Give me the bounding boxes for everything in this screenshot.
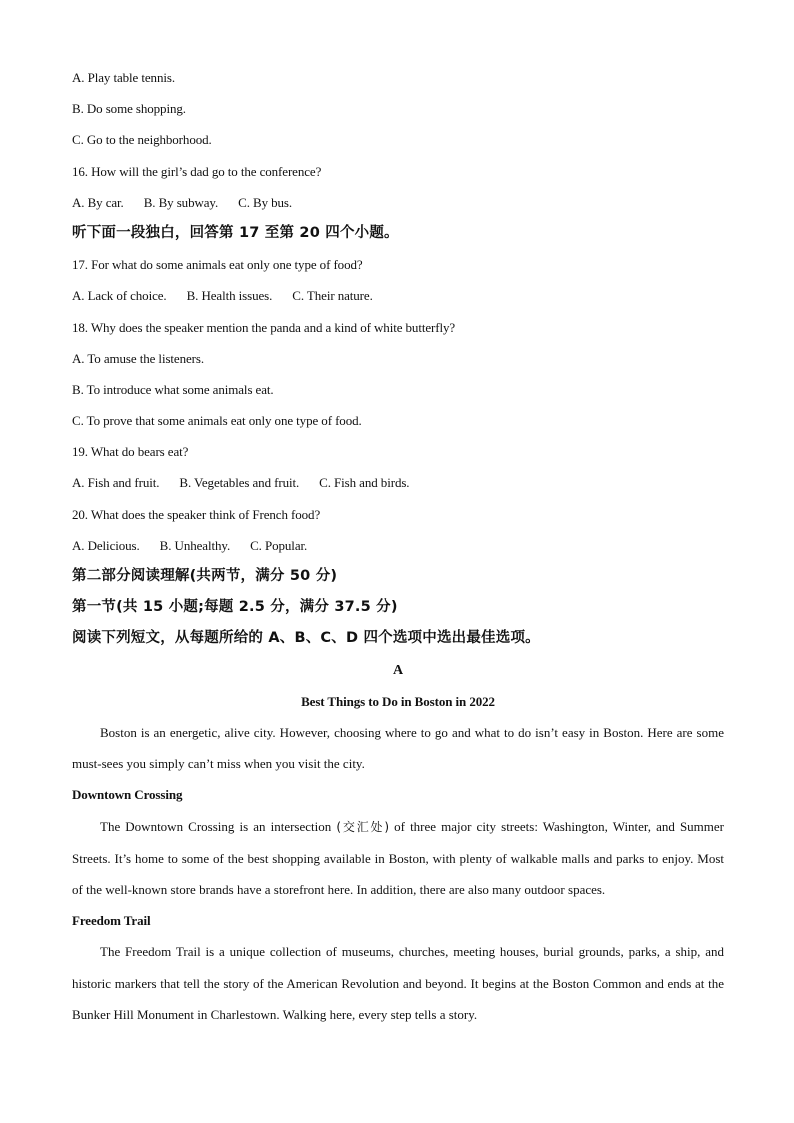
downtown-crossing-heading: Downtown Crossing: [72, 787, 183, 803]
exam-page: [72, 62, 724, 1030]
q18-option-b: B. To introduce what some animals eat.: [72, 381, 274, 397]
part2-heading: 第二部分阅读理解(共两节，满分 50 分): [72, 568, 338, 584]
q20-question: 20. What does the speaker think of French food?: [72, 506, 321, 522]
downtown-crossing-paragraph: [72, 811, 724, 906]
passage-title: Best Things to Do in Boston in 2022: [301, 693, 495, 709]
q20-options: [72, 530, 724, 561]
q15-option-b: B. Do some shopping.: [72, 101, 186, 117]
q18-option-a: A. To amuse the listeners.: [72, 350, 205, 366]
q17-options: [72, 280, 724, 311]
freedom-trail-paragraph: The Freedom Trail is a unique collection of museums, churches, meeting houses, burial grounds, parks, a ship, and historic markers that tell the story of the American Revolution and beyond. It begins at the Boston Common and ends at the Bunker Hill Monument in Charlestown. Walking here, every step tells a story.: [72, 944, 724, 1022]
section1-heading: 第一节(共 15 小题;每题 2.5 分，满分 37.5 分): [72, 599, 398, 616]
q17-option-b: B. Health issues.: [186, 288, 273, 304]
q19-option-c: C. Fish and birds.: [319, 475, 410, 491]
downtown-text-end: of three major city streets: Washington, Winter, and Summer Streets. It’s home to some of the best shopping available in Boston, with plenty of walkable malls and parks to enjoy. Most of the well-known store brands have a storefront here. In addition, there are also many outdoor spaces.: [72, 818, 724, 897]
reading-instruction: 阅读下列短文，从每题所给的 A、B、C、D 四个选项中选出最佳选项。: [72, 630, 540, 647]
q16-option-a: A. By car.: [72, 194, 124, 210]
q17-question: 17. For what do some animals eat only one type of food?: [72, 257, 363, 273]
q18-option-c: C. To prove that some animals eat only one type of food.: [72, 413, 362, 429]
q16-options: [72, 187, 724, 218]
q17-option-c: C. Their nature.: [292, 288, 373, 304]
q20-option-a: A. Delicious.: [72, 537, 140, 553]
q19-option-a: A. Fish and fruit.: [72, 475, 160, 491]
q18-question: 18. Why does the speaker mention the panda and a kind of white butterfly?: [72, 319, 456, 335]
q19-options: [72, 467, 724, 498]
q17-option-a: A. Lack of choice.: [72, 288, 167, 304]
q19-question: 19. What do bears eat?: [72, 444, 189, 460]
q15-option-a: A. Play table tennis.: [72, 70, 175, 85]
q16-option-b: B. By subway.: [143, 194, 219, 210]
q16-question: 16. How will the girl’s dad go to the conference?: [72, 163, 322, 179]
passage-letter: A: [392, 662, 403, 678]
q20-option-c: C. Popular.: [250, 537, 308, 553]
q15-option-c: C. Go to the neighborhood.: [72, 132, 212, 148]
downtown-cn-gloss: (交汇处): [336, 819, 390, 834]
passage-intro: Boston is an energetic, alive city. However, choosing where to go and what to do isn’t easy in Boston. Here are some must-sees you simply can’t miss when you visit the city.: [72, 724, 724, 772]
freedom-trail-heading: Freedom Trail: [72, 913, 151, 929]
q16-option-c: C. By bus.: [238, 194, 293, 210]
downtown-text-start: The Downtown Crossing is an intersection: [100, 818, 337, 834]
q19-option-b: B. Vegetables and fruit.: [179, 475, 300, 491]
listening-instruction-17-20: 听下面一段独白，回答第 17 至第 20 四个小题。: [72, 224, 399, 241]
q20-option-b: B. Unhealthy.: [159, 537, 231, 553]
